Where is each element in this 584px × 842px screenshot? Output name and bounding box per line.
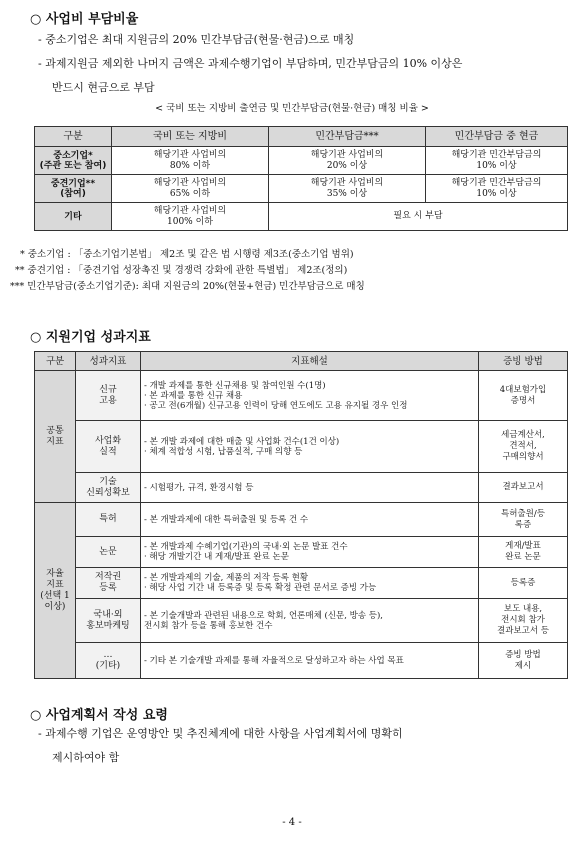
evidence-line: 완료 논문 (505, 552, 541, 562)
table-row (35, 421, 568, 473)
table2-header: 구분 (35, 352, 76, 371)
indicator-cell (76, 599, 141, 643)
description-cell (141, 421, 479, 473)
table2-header: 성과지표 (76, 352, 141, 371)
description-line: · 본 과제를 통한 신규 채용 (144, 390, 243, 401)
table-row (35, 175, 568, 203)
evidence-line: 증명서 (510, 395, 536, 406)
indicator-cell: 특허 (76, 503, 141, 537)
category-line: 공통 (46, 425, 64, 436)
section3-para1-line1: - 과제수행 기업은 운영방안 및 추진체계에 대한 사항을 사업계획서에 명확히 (38, 727, 403, 740)
description-line: - 본 개발 과제에 대한 매출 및 사업화 건수(1건 이상) (144, 436, 340, 447)
cell-line: 10% 이상 (476, 188, 517, 199)
description-line: · 해당 사업 기간 내 등록증 및 등록 확정 관련 문서로 증빙 가능 (144, 583, 377, 593)
section1-title: ○ 사업비 부담비율 (30, 12, 139, 27)
table-cell (112, 175, 269, 203)
description-line: · 체계 적합성 시험, 납품실적, 구매 의향 등 (144, 446, 303, 457)
indicator-cell (76, 568, 141, 599)
table-row (35, 371, 568, 421)
evidence-line: 4대보험가입 (499, 384, 547, 395)
row-label-line: 중소기업* (53, 150, 93, 161)
evidence-line: 보도 내용, (503, 604, 543, 614)
evidence-cell (479, 643, 568, 679)
row-label-line: (참여) (60, 188, 86, 199)
indicator-cell: 논문 (76, 537, 141, 568)
cell-line: 해당기관 민간부담금의 (451, 177, 542, 188)
table-cell (112, 147, 269, 175)
cost-ratio-table (34, 126, 568, 231)
description-line: - 개발 과제를 통한 신규채용 및 참여인원 수(1명) (144, 380, 326, 391)
indicator-line: 홍보마케팅 (86, 620, 130, 631)
table-row (35, 568, 568, 599)
table1-header: 국비 또는 지방비 (112, 127, 269, 147)
description-cell (141, 371, 479, 421)
table1-header: 민간부담금*** (269, 127, 426, 147)
table2-header-row (35, 352, 568, 371)
description-line: - 본 개발과제의 기술, 제품의 저작 등록 현황 (144, 573, 309, 583)
category-line: 이상) (44, 601, 66, 612)
category-common (35, 371, 76, 503)
table-row (35, 147, 568, 175)
evidence-cell (479, 421, 568, 473)
table1-header: 민간부담금 중 현금 (426, 127, 568, 147)
indicator-line: (기타) (95, 660, 121, 671)
table-cell (426, 175, 568, 203)
cell-line: 65% 이하 (169, 188, 211, 199)
evidence-line: 전시회 참가 (501, 615, 545, 625)
description-line: · 공고 전(6개월) 신규고용 인력이 당해 연도에도 고용 유지될 경우 인정 (144, 400, 408, 411)
evidence-line: 록증 (514, 519, 532, 530)
category-line: 자율 (46, 568, 64, 579)
cell-line: 20% 이상 (326, 160, 368, 171)
description-cell (141, 537, 479, 568)
row-label: 기타 (35, 203, 112, 231)
section1-para2 (38, 52, 568, 100)
table-cell (426, 147, 568, 175)
table-row (35, 537, 568, 568)
note-line: *** 민간부담금(중소기업기준): 최대 지원금의 20%(현물+현금) 민간부담금으로 매칭 (10, 281, 365, 292)
description-line: 전시회 참가 등을 통해 홍보한 건수 (144, 620, 273, 631)
evidence-cell (479, 371, 568, 421)
indicator-line: 고용 (99, 395, 117, 406)
cell-line: 80% 이하 (169, 160, 211, 171)
indicator-cell (76, 643, 141, 679)
evidence-line: 특허출원/등 (501, 508, 545, 519)
cell-line: 해당기관 사업비의 (153, 205, 227, 216)
indicator-cell (76, 421, 141, 473)
description-cell (141, 599, 479, 643)
description-cell: - 시험평가, 규격, 환경시험 등 (141, 473, 479, 503)
table-row (35, 203, 568, 231)
indicator-line: 신뢰성확보 (86, 487, 130, 498)
page-number: - 4 - (282, 817, 302, 828)
section3-para1 (38, 722, 568, 770)
note-line: * 중소기업 : 「중소기업기본법」 제2조 및 같은 법 시행령 제3조(중소기업 범위) (20, 249, 354, 260)
description-cell: - 기타 본 기술개발 과제를 통해 자율적으로 달성하고자 하는 사업 목표 (141, 643, 479, 679)
evidence-cell: 등록증 (479, 568, 568, 599)
table2-header: 증빙 방법 (479, 352, 568, 371)
evidence-cell: 결과보고서 (479, 473, 568, 503)
evidence-line: 견적서, (509, 441, 537, 451)
table2-header: 지표해설 (141, 352, 479, 371)
performance-indicator-table (34, 351, 568, 679)
category-line: 지표 (46, 579, 64, 590)
evidence-line: 세금계산서, (501, 430, 545, 440)
row-label-line: (주관 또는 참여) (39, 160, 107, 171)
indicator-line: … (103, 649, 113, 660)
evidence-cell (479, 599, 568, 643)
table1-header: 구분 (35, 127, 112, 147)
evidence-line: 게재/발표 (505, 541, 541, 551)
cell-line: 100% 이하 (167, 216, 213, 227)
indicator-line: 저작권 (94, 572, 122, 582)
table1-notes (10, 247, 365, 295)
cell-line: 해당기관 사업비의 (153, 177, 227, 188)
section1-para2-line2: 반드시 현금으로 부담 (52, 81, 155, 94)
cell-line: 10% 이상 (476, 160, 517, 171)
evidence-line: 증빙 방법 (505, 649, 541, 660)
table-row (35, 473, 568, 503)
table1-header-row (35, 127, 568, 147)
indicator-line: 국내·외 (93, 609, 123, 620)
table-cell (269, 147, 426, 175)
section1-para2-line1: - 과제지원금 제외한 나머지 금액은 과제수행기업이 부담하며, 민간부담금의 10% 이상은 (38, 57, 463, 70)
table1-caption: < 국비 또는 지방비 출연금 및 민간부담금(현물·현금) 매칭 비율 > (155, 103, 429, 114)
indicator-cell (76, 473, 141, 503)
table-row (35, 599, 568, 643)
category-line: 지표 (46, 436, 64, 447)
indicator-line: 실적 (99, 446, 117, 457)
table-cell (269, 175, 426, 203)
row-label (35, 147, 112, 175)
evidence-line: 결과보고서 등 (497, 626, 549, 636)
evidence-line: 제시 (514, 660, 532, 671)
category-optional (35, 503, 76, 679)
evidence-line: 구매의향서 (502, 452, 544, 462)
evidence-cell (479, 537, 568, 568)
cell-line: 해당기관 사업비의 (310, 177, 384, 188)
section3-title: ○ 사업계획서 작성 요령 (30, 708, 168, 723)
row-label (35, 175, 112, 203)
cell-line: 35% 이상 (326, 188, 368, 199)
category-line: (선택 1 (40, 590, 70, 601)
indicator-line: 기술 (99, 476, 117, 487)
cell-line: 해당기관 사업비의 (310, 149, 384, 160)
evidence-cell (479, 503, 568, 537)
indicator-line: 등록 (99, 583, 117, 593)
cell-line: 해당기관 사업비의 (153, 149, 227, 160)
indicator-line: 사업화 (94, 435, 122, 446)
indicator-cell (76, 371, 141, 421)
description-line: · 해당 개발기간 내 게재/발표 완료 논문 (144, 552, 289, 562)
indicator-line: 신규 (99, 384, 117, 395)
table-row (35, 503, 568, 537)
section3-para1-line2: 제시하여야 함 (52, 751, 120, 764)
row-label-line: 중견기업** (50, 178, 96, 189)
description-line: - 본 개발과제 수혜기업(기관)의 국내·외 논문 발표 건수 (144, 542, 348, 552)
description-line: - 본 기술개발과 관련된 내용으로 학회, 언론매체 (신문, 방송 등), (144, 610, 383, 621)
table-cell (112, 203, 269, 231)
description-cell: - 본 개발과제에 대한 특허출원 및 등록 건 수 (141, 503, 479, 537)
section1-para1: - 중소기업은 최대 지원금의 20% 민간부담금(현물·현금)으로 매칭 (38, 33, 355, 46)
note-line: ** 중견기업 : 「중견기업 성장촉진 및 경쟁력 강화에 관한 특별법」 제2조(정의) (15, 265, 348, 276)
table-row (35, 643, 568, 679)
table-cell: 필요 시 부담 (269, 203, 568, 231)
description-cell (141, 568, 479, 599)
section2-title: ○ 지원기업 성과지표 (30, 330, 151, 345)
cell-line: 해당기관 민간부담금의 (451, 149, 542, 160)
